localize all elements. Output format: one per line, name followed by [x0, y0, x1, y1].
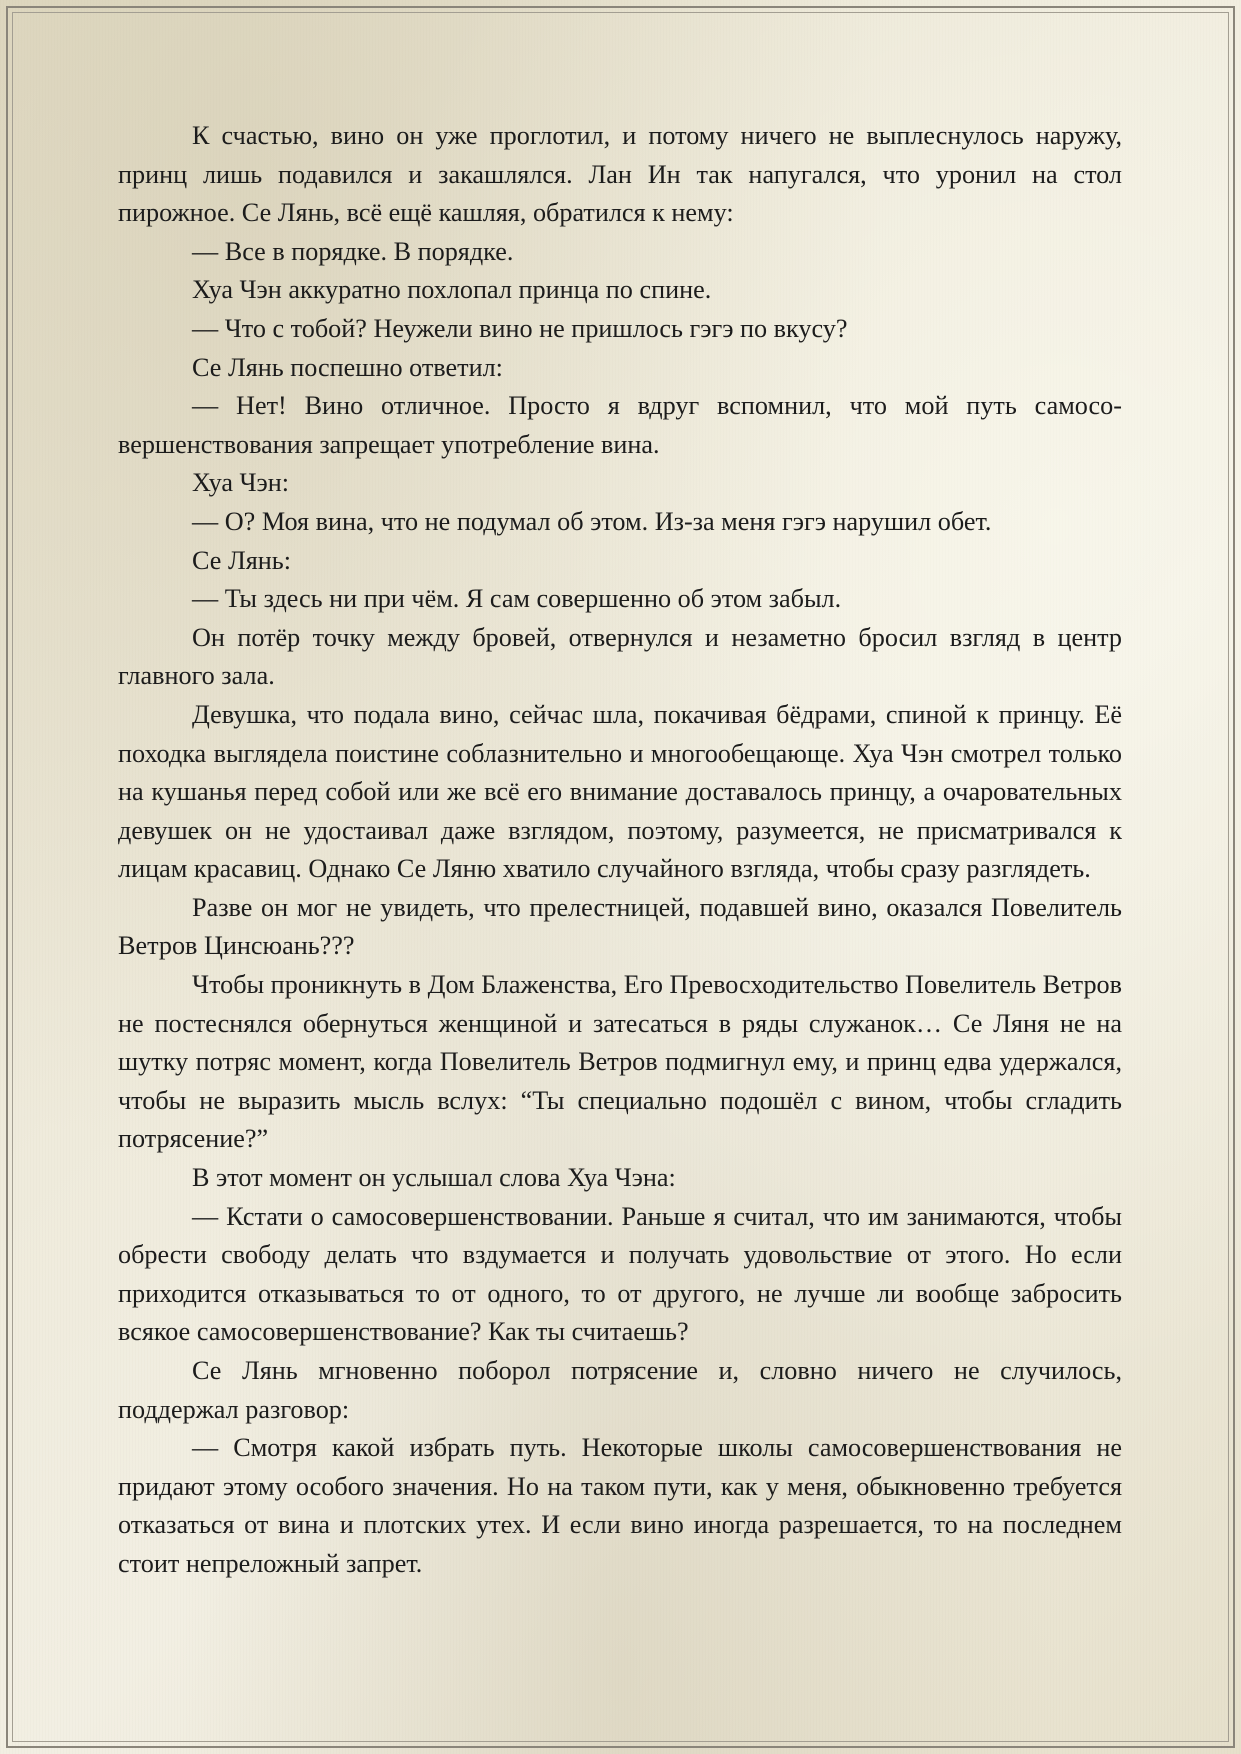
paragraph: Он потёр точку между бровей, отвернулся и незаметно бросил взгляд в центр главного зала.: [118, 622, 1122, 691]
paragraph: К счастью, вино он уже проглотил, и потому ничего не выплеснулось наружу, принц лишь подавился и закашлялся. Лан Ин так напугался, что уронил на стол пирожное. Се Лянь, всё ещё кашляя, обратился к нему:: [118, 121, 1122, 228]
paragraph: — Все в порядке. В порядке.: [192, 236, 514, 266]
paragraph: — Что с тобой? Неужели вино не пришлось гэгэ по вкусу?: [192, 313, 848, 343]
paragraph: Хуа Чэн:: [192, 468, 290, 498]
paragraph: Девушка, что подала вино, сейчас шла, покачивая бёдрами, спиной к принцу. Её походка выглядела поистине соблазнительно и многообещающе. Хуа Чэн смотрел только на кушанья перед собой или же всё его внимание доставалось принцу, а очаровательных девушек он не удостаивал даже взглядом, поэтому, разумеется, не присматривался к лицам красавиц. Однако Се Ляню хватило случайного взгляда, чтобы сразу разглядеть.: [118, 699, 1122, 884]
paragraph: В этот момент он услышал слова Хуа Чэна:: [192, 1163, 676, 1193]
paragraph: Чтобы проникнуть в Дом Блаженства, Его Превосходительство Повелитель Ветров не постеснялся обернуться женщиной и затесаться в ряды служанок… Се Ляня не на шутку потряс момент, когда Повелитель Ветров подмигнул ему, и принц едва удержался, чтобы не выразить мысль вслух: “Ты специально подошёл с вином, чтобы сгладить потрясение?”: [118, 970, 1122, 1154]
paragraph: Се Лянь мгновенно поборол потрясение и, словно ничего не случилось, поддержал разговор:: [118, 1356, 1122, 1424]
paragraph: Се Лянь:: [192, 545, 291, 575]
paragraph: — Кстати о самосовершенствовании. Раньше я считал, что им занимаются, чтобы обрести свободу делать что вздумается и получать удовольствие от этого. Но если приходится отказываться то от одного, то от другого, не лучше ли вообще забросить всякое самосовершенствование? Как ты считаешь?: [118, 1201, 1122, 1347]
paragraph: Хуа Чэн аккуратно похлопал принца по спине.: [192, 275, 712, 305]
paragraph: — Смотря какой избрать путь. Некоторые школы самосовершенствования не придают этому особого значения. Но на таком пути, как у меня, обыкновенно требуется отказаться от вина и плотских утех. И если вино иногда разрешается, то на последнем стоит непреложный запрет.: [118, 1433, 1122, 1578]
paragraph: — Нет! Вино отличное. Просто я вдруг вспомнил, что мой путь самосовершенствования запрещает употребление вина.: [118, 391, 1122, 459]
paragraph: Се Лянь поспешно ответил:: [192, 352, 503, 382]
paragraph: — О? Моя вина, что не подумал об этом. Из-за меня гэгэ нарушил обет.: [192, 506, 992, 536]
page-text: [118, 117, 1122, 1584]
paragraph: Разве он мог не увидеть, что прелестницей, подавшей вино, оказался Повелитель Ветров Цинсюань???: [118, 892, 1122, 961]
paragraph: — Ты здесь ни при чём. Я сам совершенно об этом забыл.: [192, 584, 842, 614]
